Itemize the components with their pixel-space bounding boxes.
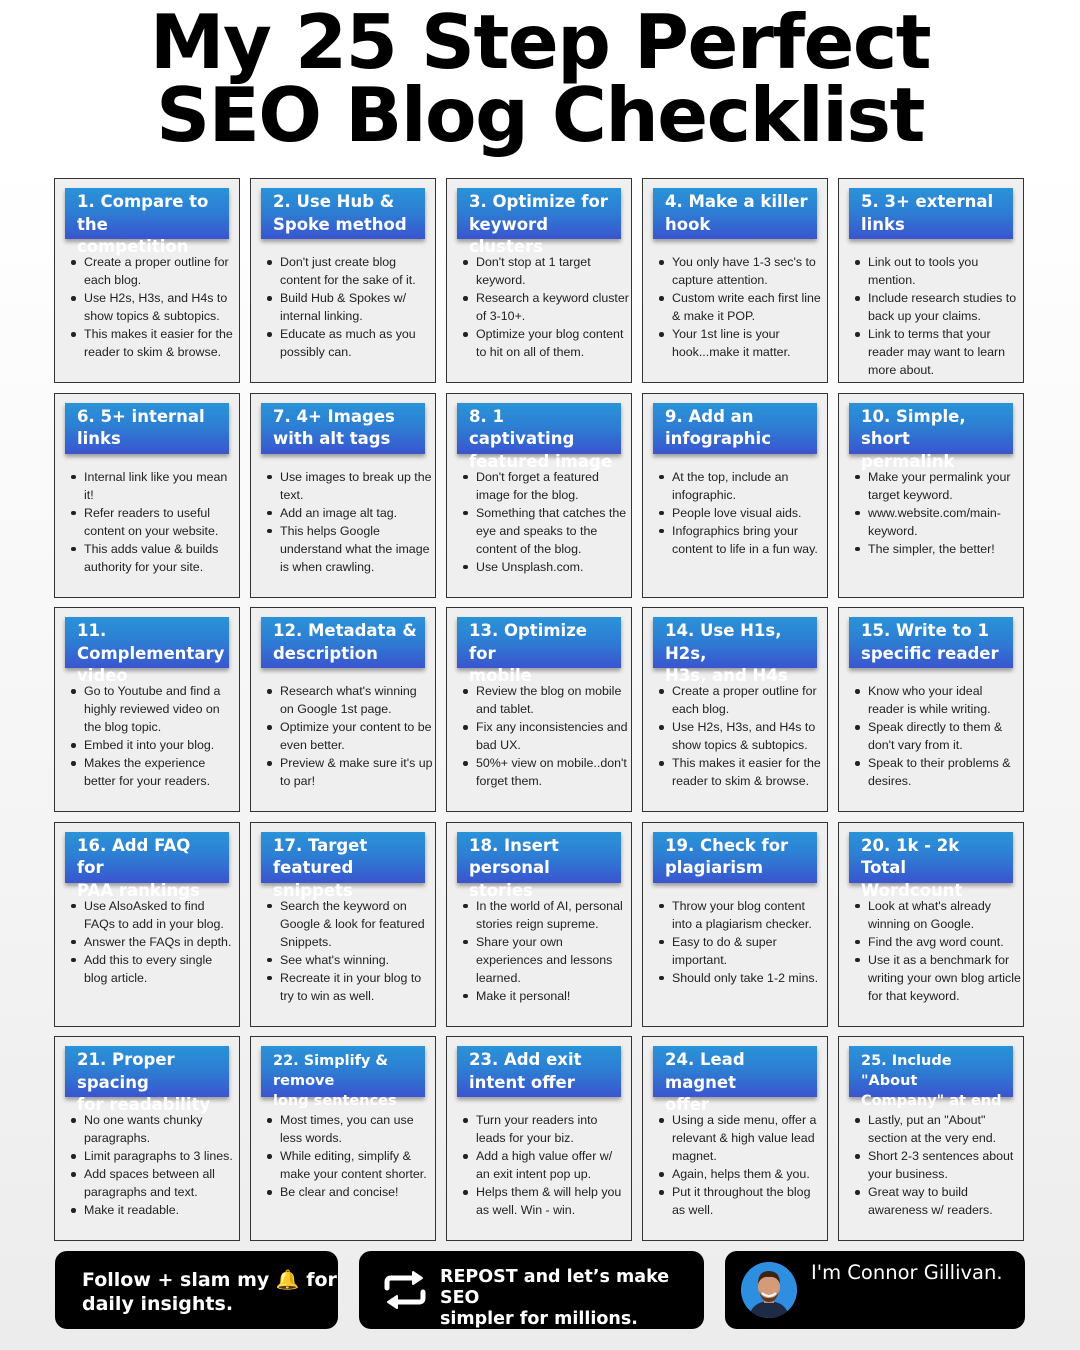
checklist-card (54, 822, 240, 1027)
card-heading: 13. Optimize for mobile (457, 617, 621, 668)
card-bullet: Build Hub & Spokes w/ internal linking. (263, 289, 433, 325)
card-bullet: Add spaces between all paragraphs and text. (67, 1165, 237, 1201)
card-heading: 25. Include "About Company" at end (849, 1046, 1013, 1097)
card-bullet: Custom write each first line & make it POP. (655, 289, 825, 325)
checklist-card (838, 822, 1024, 1027)
card-bullet: Optimize your blog content to hit on all of them. (459, 325, 629, 361)
card-bullet: Embed it into your blog. (67, 736, 237, 754)
card-bullet: Preview & make sure it's up to par! (263, 754, 433, 790)
card-bullet-list (655, 897, 825, 987)
card-bullet-list (655, 253, 825, 361)
card-bullet: Research a keyword cluster of 3-10+. (459, 289, 629, 325)
card-bullet: Put it throughout the blog as well. (655, 1183, 825, 1219)
card-bullet: Use H2s, H3s, and H4s to show topics & subtopics. (67, 289, 237, 325)
card-bullet: Use images to break up the text. (263, 468, 433, 504)
card-bullet-list (67, 253, 237, 361)
card-bullet: Find the avg word count. (851, 933, 1021, 951)
card-bullet-list (263, 253, 433, 361)
card-bullet: You only have 1-3 sec's to capture attention. (655, 253, 825, 289)
card-bullet: Optimize your content to be even better. (263, 718, 433, 754)
checklist-card (838, 1036, 1024, 1241)
card-bullet: Speak directly to them & don't vary from it. (851, 718, 1021, 754)
card-heading: 23. Add exit intent offer (457, 1046, 621, 1097)
card-heading: 12. Metadata & description (261, 617, 425, 668)
card-bullet: Your 1st line is your hook...make it matter. (655, 325, 825, 361)
checklist-card (838, 393, 1024, 598)
card-bullet: Create a proper outline for each blog. (67, 253, 237, 289)
card-bullet: The simpler, the better! (851, 540, 1021, 558)
card-bullet: Lastly, put an "About" section at the very end. (851, 1111, 1021, 1147)
card-bullet: 50%+ view on mobile..don't forget them. (459, 754, 629, 790)
card-bullet: Infographics bring your content to life in a fun way. (655, 522, 825, 558)
card-bullet: Educate as much as you possibly can. (263, 325, 433, 361)
card-bullet: Most times, you can use less words. (263, 1111, 433, 1147)
card-bullet: Create a proper outline for each blog. (655, 682, 825, 718)
card-bullet: Make your permalink your target keyword. (851, 468, 1021, 504)
author-banner (725, 1251, 1025, 1329)
card-bullet: Add an image alt tag. (263, 504, 433, 522)
checklist-card (54, 393, 240, 598)
card-heading: 4. Make a killer hook (653, 188, 817, 239)
follow-text (82, 1268, 337, 1316)
card-bullet-list (655, 682, 825, 790)
card-bullet: Throw your blog content into a plagiarism checker. (655, 897, 825, 933)
avatar[interactable] (741, 1262, 797, 1318)
card-heading: 22. Simplify & remove long sentences (261, 1046, 425, 1097)
checklist-card (642, 822, 828, 1027)
card-bullet-list (851, 468, 1021, 558)
repost-text-line2: simpler for millions. (440, 1309, 638, 1329)
card-bullet: Use Unsplash.com. (459, 558, 629, 576)
card-bullet-list (263, 468, 433, 576)
card-bullet: This adds value & builds authority for your site. (67, 540, 237, 576)
card-bullet: In the world of AI, personal stories reign supreme. (459, 897, 629, 933)
card-bullet: Look at what's already winning on Google. (851, 897, 1021, 933)
card-heading: 18. Insert personal stories (457, 832, 621, 883)
card-bullet: Turn your readers into leads for your biz. (459, 1111, 629, 1147)
card-bullet-list (67, 682, 237, 790)
card-bullet: See what's winning. (263, 951, 433, 969)
card-bullet-list (851, 253, 1021, 379)
card-bullet: Make it readable. (67, 1201, 237, 1219)
checklist-card (446, 822, 632, 1027)
avatar-portrait (741, 1262, 797, 1318)
card-heading: 5. 3+ external links (849, 188, 1013, 239)
card-bullet: Link out to tools you mention. (851, 253, 1021, 289)
card-bullet: Helps them & will help you as well. Win - win. (459, 1183, 629, 1219)
card-bullet-list (263, 897, 433, 1005)
title-line-1: My 25 Step Perfect (149, 0, 931, 86)
card-bullet: Link to terms that your reader may want to learn more about. (851, 325, 1021, 379)
card-bullet: Internal link like you mean it! (67, 468, 237, 504)
title-line-2: SEO Blog Checklist (156, 71, 924, 159)
author-name: I'm Connor Gillivan. (811, 1261, 1003, 1284)
checklist-card (642, 178, 828, 383)
repost-text-line1: REPOST and let’s make SEO (440, 1267, 670, 1308)
card-bullet: Search the keyword on Google & look for featured Snippets. (263, 897, 433, 951)
card-bullet-list (459, 682, 629, 790)
checklist-card (838, 178, 1024, 383)
bell-icon: 🔔 (275, 1269, 300, 1291)
follow-text-b: for (299, 1269, 337, 1291)
follow-banner[interactable] (55, 1251, 338, 1329)
card-bullet-list (459, 253, 629, 361)
card-heading: 8. 1 captivating featured image (457, 403, 621, 454)
checklist-card (838, 607, 1024, 812)
card-bullet: Review the blog on mobile and tablet. (459, 682, 629, 718)
card-bullet: Refer readers to useful content on your website. (67, 504, 237, 540)
card-heading: 17. Target featured snippets (261, 832, 425, 883)
card-bullet: Add a high value offer w/ an exit intent pop up. (459, 1147, 629, 1183)
card-bullet: Go to Youtube and find a highly reviewed video on the blog topic. (67, 682, 237, 736)
card-heading: 24. Lead magnet offer (653, 1046, 817, 1097)
card-bullet-list (263, 682, 433, 790)
checklist-card (642, 607, 828, 812)
checklist-card (250, 822, 436, 1027)
card-heading: 1. Compare to the competition (65, 188, 229, 239)
card-bullet-list (67, 1111, 237, 1219)
checklist-card (642, 1036, 828, 1241)
card-bullet: People love visual aids. (655, 504, 825, 522)
card-bullet: Answer the FAQs in depth. (67, 933, 237, 951)
card-heading: 6. 5+ internal links (65, 403, 229, 454)
checklist-card (54, 607, 240, 812)
card-bullet-list (459, 897, 629, 1005)
card-bullet: This helps Google understand what the image is when crawling. (263, 522, 433, 576)
card-bullet: Something that catches the eye and speaks to the content of the blog. (459, 504, 629, 558)
card-bullet-list (263, 1111, 433, 1201)
card-bullet-list (851, 682, 1021, 790)
card-bullet: Add this to every single blog article. (67, 951, 237, 987)
checklist-grid (54, 178, 1024, 1241)
page-title (0, 0, 1080, 159)
card-bullet: Makes the experience better for your readers. (67, 754, 237, 790)
checklist-card (250, 1036, 436, 1241)
card-bullet: Share your own experiences and lessons learned. (459, 933, 629, 987)
card-bullet: This makes it easier for the reader to skim & browse. (67, 325, 237, 361)
repost-icon (381, 1271, 429, 1309)
card-heading: 15. Write to 1 specific reader (849, 617, 1013, 668)
card-bullet: Again, helps them & you. (655, 1165, 825, 1183)
card-bullet-list (459, 468, 629, 576)
card-heading: 7. 4+ Images with alt tags (261, 403, 425, 454)
card-bullet: Be clear and concise! (263, 1183, 433, 1201)
checklist-card (250, 607, 436, 812)
card-bullet: This makes it easier for the reader to skim & browse. (655, 754, 825, 790)
card-bullet: Use it as a benchmark for writing your own blog article for that keyword. (851, 951, 1021, 1005)
card-bullet: Make it personal! (459, 987, 629, 1005)
card-heading: 14. Use H1s, H2s, H3s, and H4s (653, 617, 817, 668)
checklist-card (446, 1036, 632, 1241)
card-bullet: No one wants chunky paragraphs. (67, 1111, 237, 1147)
card-bullet: While editing, simplify & make your content shorter. (263, 1147, 433, 1183)
card-bullet-list (67, 897, 237, 987)
card-bullet: Use AlsoAsked to find FAQs to add in your blog. (67, 897, 237, 933)
checklist-card (54, 178, 240, 383)
card-bullet: Know who your ideal reader is while writing. (851, 682, 1021, 718)
card-heading: 3. Optimize for keyword clusters (457, 188, 621, 239)
card-bullet-list (851, 1111, 1021, 1219)
card-bullet: Recreate it in your blog to try to win as well. (263, 969, 433, 1005)
card-heading: 11. Complementary video (65, 617, 229, 668)
checklist-card (250, 393, 436, 598)
checklist-card (446, 178, 632, 383)
card-bullet: At the top, include an infographic. (655, 468, 825, 504)
card-bullet: Research what's winning on Google 1st page. (263, 682, 433, 718)
card-heading: 10. Simple, short permalink (849, 403, 1013, 454)
card-bullet: Use H2s, H3s, and H4s to show topics & subtopics. (655, 718, 825, 754)
card-bullet: Include research studies to back up your claims. (851, 289, 1021, 325)
card-bullet: Should only take 1-2 mins. (655, 969, 825, 987)
card-bullet: Great way to build awareness w/ readers. (851, 1183, 1021, 1219)
card-bullet-list (655, 1111, 825, 1219)
card-bullet-list (67, 468, 237, 576)
card-heading: 2. Use Hub & Spoke method (261, 188, 425, 239)
card-bullet: Speak to their problems & desires. (851, 754, 1021, 790)
card-bullet-list (655, 468, 825, 558)
card-bullet: www.website.com/main-keyword. (851, 504, 1021, 540)
card-bullet-list (851, 897, 1021, 1005)
card-bullet: Don't just create blog content for the sake of it. (263, 253, 433, 289)
checklist-card (642, 393, 828, 598)
repost-banner[interactable] (359, 1251, 704, 1329)
card-heading: 20. 1k - 2k Total Wordcount (849, 832, 1013, 883)
repost-text (440, 1267, 704, 1330)
card-bullet: Easy to do & super important. (655, 933, 825, 969)
card-heading: 19. Check for plagiarism (653, 832, 817, 883)
checklist-card (446, 393, 632, 598)
follow-text-a: Follow + slam my (82, 1269, 276, 1291)
card-bullet: Don't stop at 1 target keyword. (459, 253, 629, 289)
card-heading: 16. Add FAQ for PAA rankings (65, 832, 229, 883)
card-bullet: Fix any inconsistencies and bad UX. (459, 718, 629, 754)
follow-text-line2: daily insights. (82, 1293, 234, 1315)
checklist-card (446, 607, 632, 812)
card-bullet: Limit paragraphs to 3 lines. (67, 1147, 237, 1165)
card-bullet: Don't forget a featured image for the blog. (459, 468, 629, 504)
card-bullet: Short 2-3 sentences about your business. (851, 1147, 1021, 1183)
card-heading: 9. Add an infographic (653, 403, 817, 454)
checklist-card (54, 1036, 240, 1241)
card-bullet: Using a side menu, offer a relevant & high value lead magnet. (655, 1111, 825, 1165)
card-heading: 21. Proper spacing for readability (65, 1046, 229, 1097)
card-bullet-list (459, 1111, 629, 1219)
checklist-card (250, 178, 436, 383)
